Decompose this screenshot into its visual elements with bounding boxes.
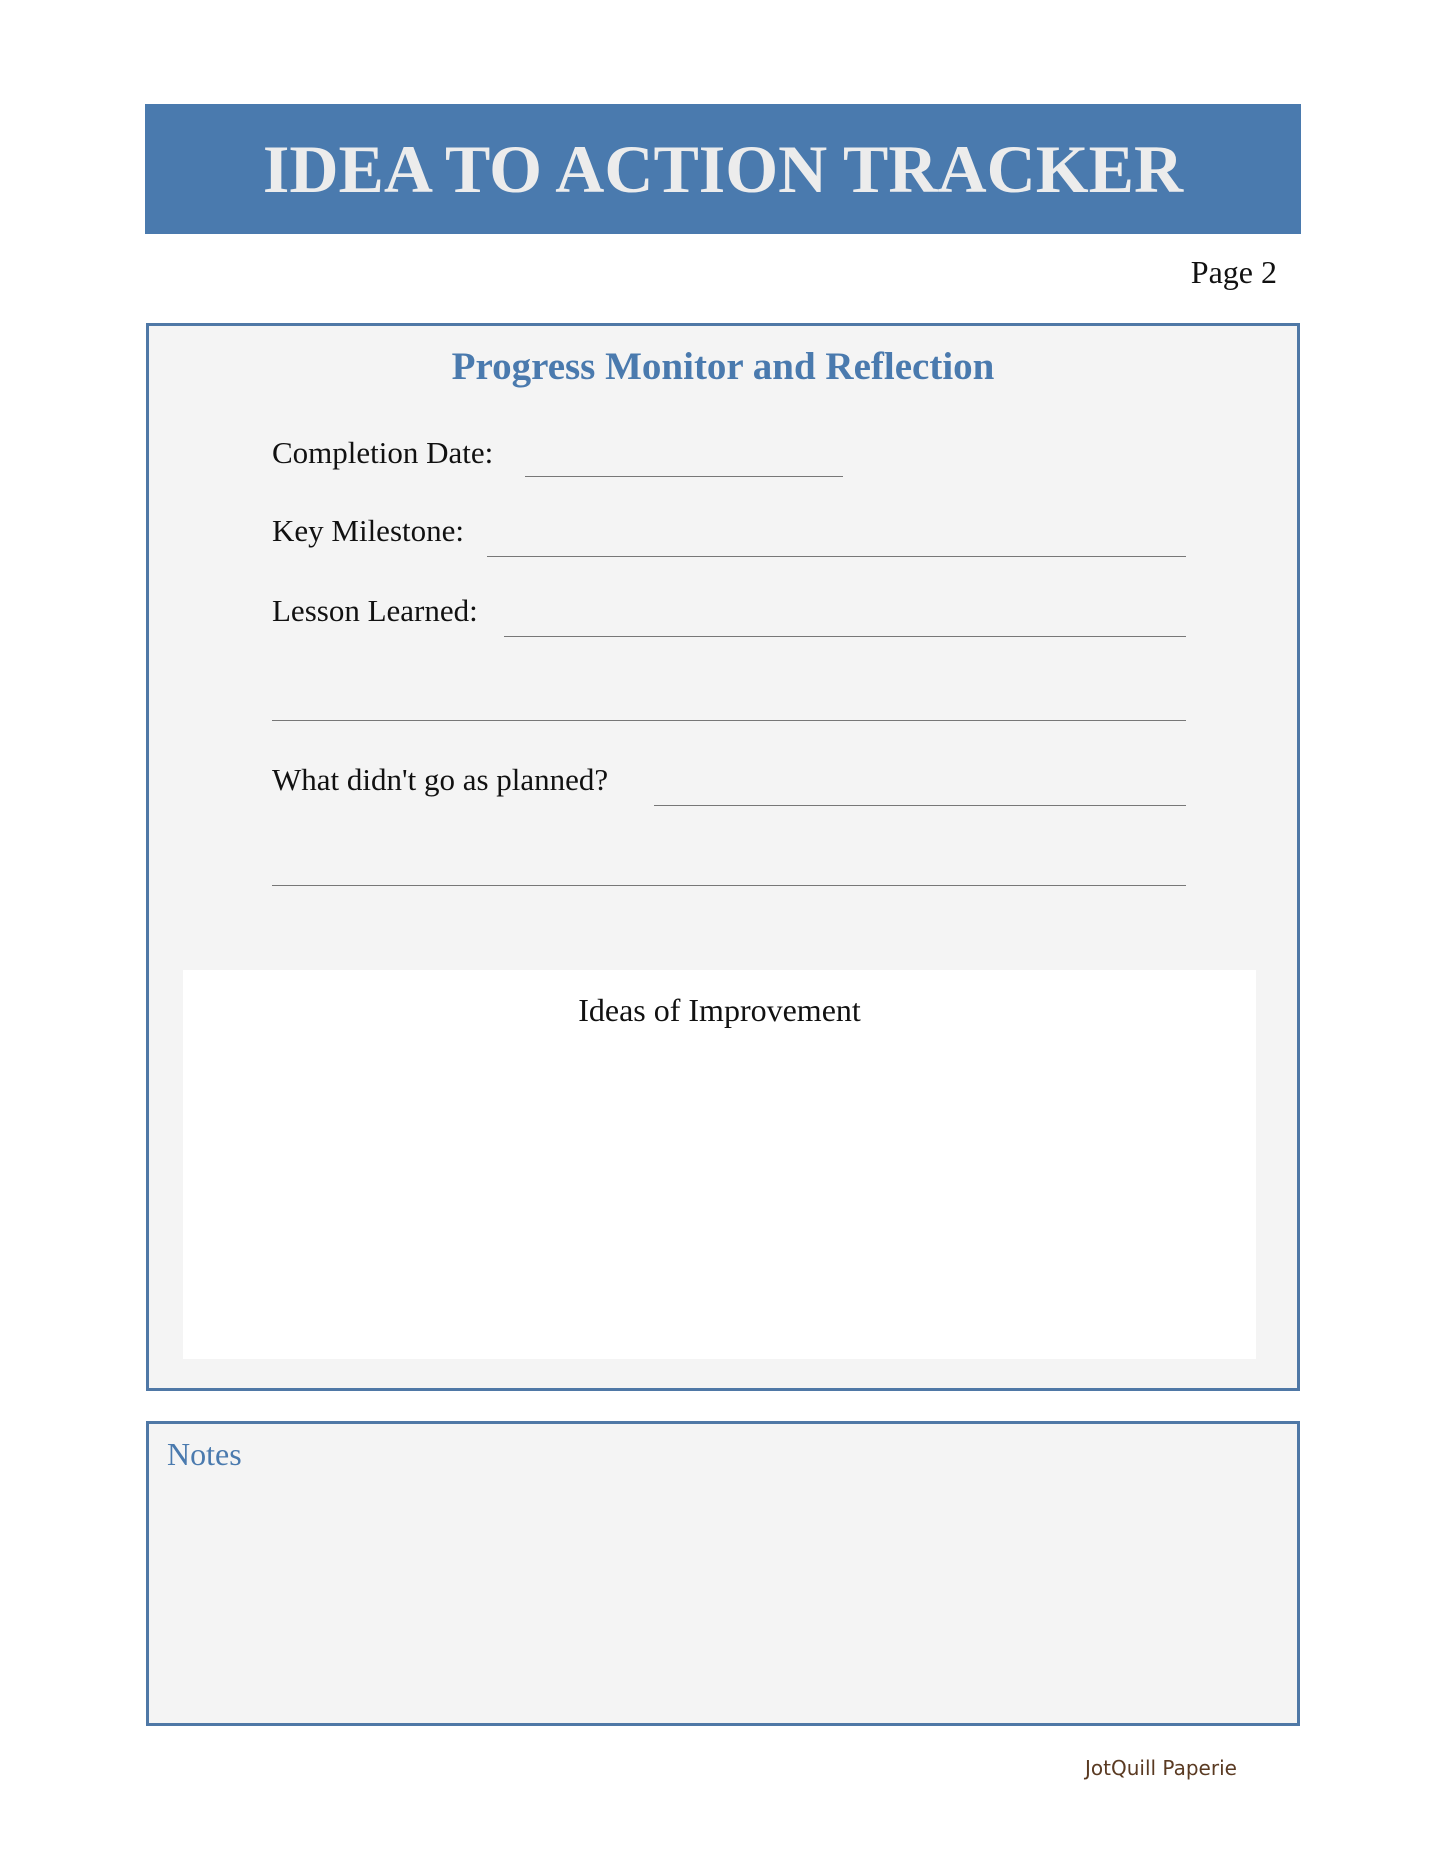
notes-section[interactable] [146,1421,1300,1726]
what-didnt-go-label: What didn't go as planned? [272,762,609,797]
completion-date-label: Completion Date: [272,435,494,470]
lesson-learned-field[interactable] [504,636,1186,637]
page-number: Page 2 [1190,254,1277,290]
completion-date-field[interactable] [525,476,843,477]
notes-label: Notes [167,1436,242,1472]
page-title: IDEA TO ACTION TRACKER [262,131,1184,207]
brand-footer: JotQuill Paperie [1085,1756,1237,1780]
ideas-title: Ideas of Improvement [578,992,861,1028]
key-milestone-label: Key Milestone: [272,513,464,548]
ideas-of-improvement-area[interactable] [183,970,1256,1359]
key-milestone-field[interactable] [487,556,1186,557]
what-didnt-go-field[interactable] [654,805,1186,806]
lesson-learned-field-line-2[interactable] [272,720,1186,721]
progress-section [146,323,1300,1391]
what-didnt-go-field-line-2[interactable] [272,885,1186,886]
title-banner [145,104,1301,234]
section-title: Progress Monitor and Reflection [451,345,995,388]
lesson-learned-label: Lesson Learned: [272,593,478,628]
